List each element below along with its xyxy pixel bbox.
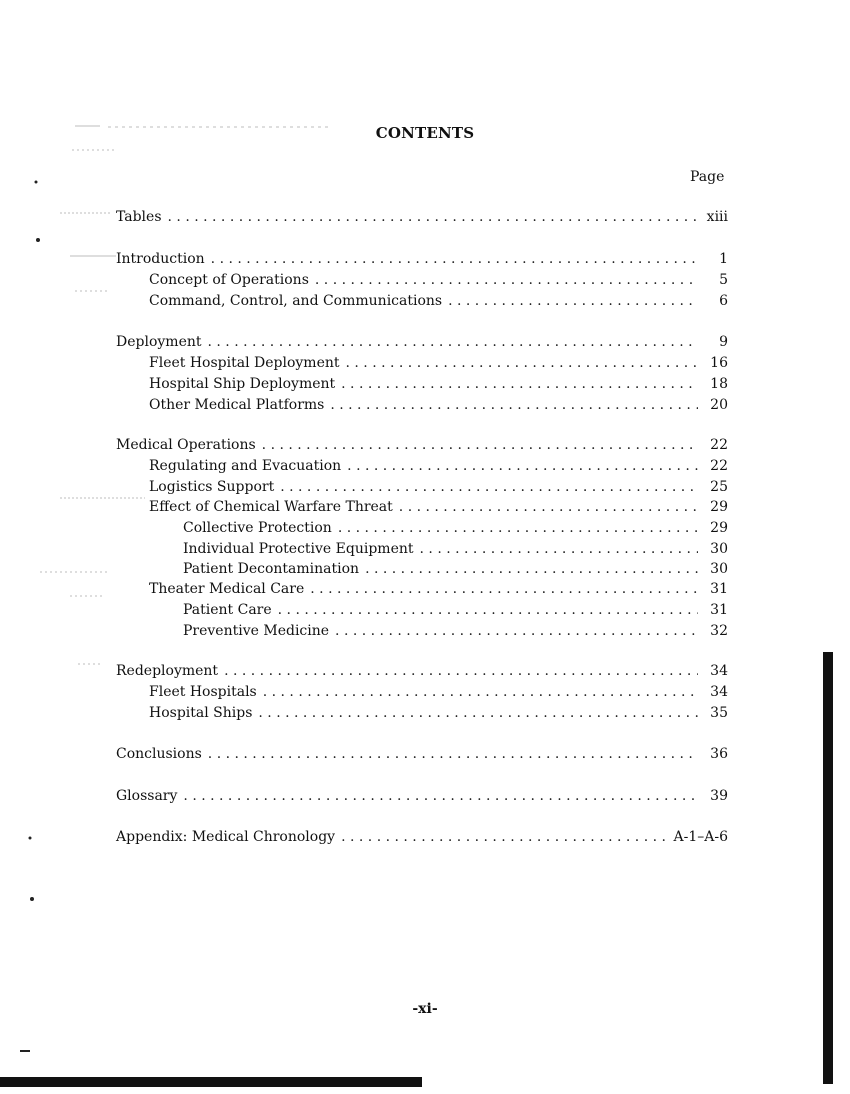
toc-entry <box>116 580 728 598</box>
toc-entry <box>116 478 728 496</box>
toc-entry-page: 16 <box>710 355 728 371</box>
scan-edge-bar-right <box>823 652 833 1084</box>
toc-entry-label: Other Medical Platforms <box>149 397 325 413</box>
scan-edge-bar-bottom <box>0 1077 422 1087</box>
toc-entry <box>116 436 728 454</box>
toc-dot-leader <box>280 478 698 496</box>
toc-entry <box>116 396 728 414</box>
toc-entry-label: Conclusions <box>116 746 202 762</box>
toc-entry <box>116 375 728 393</box>
toc-entry <box>116 560 728 578</box>
toc-entry-page: 29 <box>710 520 728 536</box>
toc-entry-page: 29 <box>710 499 728 515</box>
toc-entry <box>116 622 728 640</box>
toc-dot-leader <box>330 396 698 414</box>
toc-entry-page: 20 <box>710 397 728 413</box>
toc-entry-page: 22 <box>710 437 728 453</box>
toc-dot-leader <box>347 457 698 475</box>
toc-entry-page: 5 <box>719 272 728 288</box>
toc-dot-leader <box>310 580 698 598</box>
toc-entry-label: Appendix: Medical Chronology <box>116 829 336 845</box>
toc-entry-page: 32 <box>710 623 728 639</box>
toc-entry <box>116 704 728 722</box>
toc-entry-page: xiii <box>706 209 728 225</box>
toc-dot-leader <box>399 498 698 516</box>
toc-dot-leader <box>338 519 698 537</box>
toc-entry <box>116 540 728 558</box>
toc-entry <box>116 662 728 680</box>
toc-entry-page: 6 <box>719 293 728 309</box>
toc-entry-label: Deployment <box>116 334 202 350</box>
toc-dot-leader <box>420 540 698 558</box>
toc-entry-page: 30 <box>710 561 728 577</box>
toc-entry-label: Regulating and Evacuation <box>149 458 342 474</box>
toc-entry <box>116 271 728 289</box>
toc-entry <box>116 250 728 268</box>
toc-dot-leader <box>258 704 698 722</box>
page-column-label: Page <box>690 169 725 185</box>
toc-entry-label: Collective Protection <box>183 520 332 536</box>
toc-dot-leader <box>315 271 698 289</box>
toc-dot-leader <box>448 292 698 310</box>
toc-entry-label: Introduction <box>116 251 205 267</box>
toc-entry <box>116 683 728 701</box>
toc-entry <box>116 828 728 846</box>
toc-dot-leader <box>263 683 698 701</box>
toc-entry-label: Logistics Support <box>149 479 275 495</box>
toc-entry-page: 34 <box>710 663 728 679</box>
page-folio: -xi- <box>412 1001 438 1017</box>
toc-entry-label: Concept of Operations <box>149 272 309 288</box>
page-title: CONTENTS <box>375 124 475 142</box>
toc-entry-page: A-1–A-6 <box>673 829 728 845</box>
toc-entry-label: Fleet Hospitals <box>149 684 257 700</box>
toc-dot-leader <box>211 250 698 268</box>
toc-dot-leader <box>183 787 698 805</box>
toc-entry-page: 35 <box>710 705 728 721</box>
toc-entry <box>116 333 728 351</box>
toc-entry <box>116 601 728 619</box>
toc-entry-page: 22 <box>710 458 728 474</box>
toc-dot-leader <box>262 436 698 454</box>
toc-entry-label: Preventive Medicine <box>183 623 330 639</box>
toc-entry-label: Fleet Hospital Deployment <box>149 355 340 371</box>
toc-entry-page: 25 <box>710 479 728 495</box>
toc-entry-label: Patient Care <box>183 602 272 618</box>
toc-entry-label: Hospital Ships <box>149 705 253 721</box>
toc-dot-leader <box>346 354 699 372</box>
toc-entry-label: Individual Protective Equipment <box>183 541 414 557</box>
toc-entry <box>116 208 728 226</box>
toc-dot-leader <box>208 745 698 763</box>
toc-entry-label: Glossary <box>116 788 178 804</box>
toc-dot-leader <box>168 208 698 226</box>
toc-dot-leader <box>208 333 699 351</box>
toc-entry-label: Tables <box>116 209 162 225</box>
toc-entry-page: 1 <box>719 251 728 267</box>
toc-entry <box>116 519 728 537</box>
toc-dot-leader <box>224 662 698 680</box>
toc-entry-label: Theater Medical Care <box>149 581 305 597</box>
toc-entry <box>116 457 728 475</box>
toc-entry-label: Patient Decontamination <box>183 561 360 577</box>
toc-entry-label: Command, Control, and Communications <box>149 293 443 309</box>
toc-entry <box>116 292 728 310</box>
toc-dot-leader <box>278 601 698 619</box>
toc-entry-page: 39 <box>710 788 728 804</box>
toc-entry-page: 31 <box>710 602 728 618</box>
toc-entry <box>116 354 728 372</box>
toc-entry-page: 18 <box>710 376 728 392</box>
toc-entry <box>116 787 728 805</box>
toc-entry-label: Hospital Ship Deployment <box>149 376 336 392</box>
toc-entry-page: 30 <box>710 541 728 557</box>
toc-dot-leader <box>365 560 698 578</box>
toc-entry-page: 36 <box>710 746 728 762</box>
table-of-contents <box>116 0 728 1094</box>
toc-dot-leader <box>341 375 698 393</box>
toc-dot-leader <box>341 828 669 846</box>
toc-dot-leader <box>335 622 698 640</box>
toc-entry <box>116 498 728 516</box>
toc-entry-page: 34 <box>710 684 728 700</box>
toc-entry-page: 9 <box>719 334 728 350</box>
toc-entry <box>116 745 728 763</box>
toc-entry-label: Medical Operations <box>116 437 256 453</box>
toc-entry-label: Effect of Chemical Warfare Threat <box>149 499 393 515</box>
toc-entry-page: 31 <box>710 581 728 597</box>
toc-entry-label: Redeployment <box>116 663 219 679</box>
